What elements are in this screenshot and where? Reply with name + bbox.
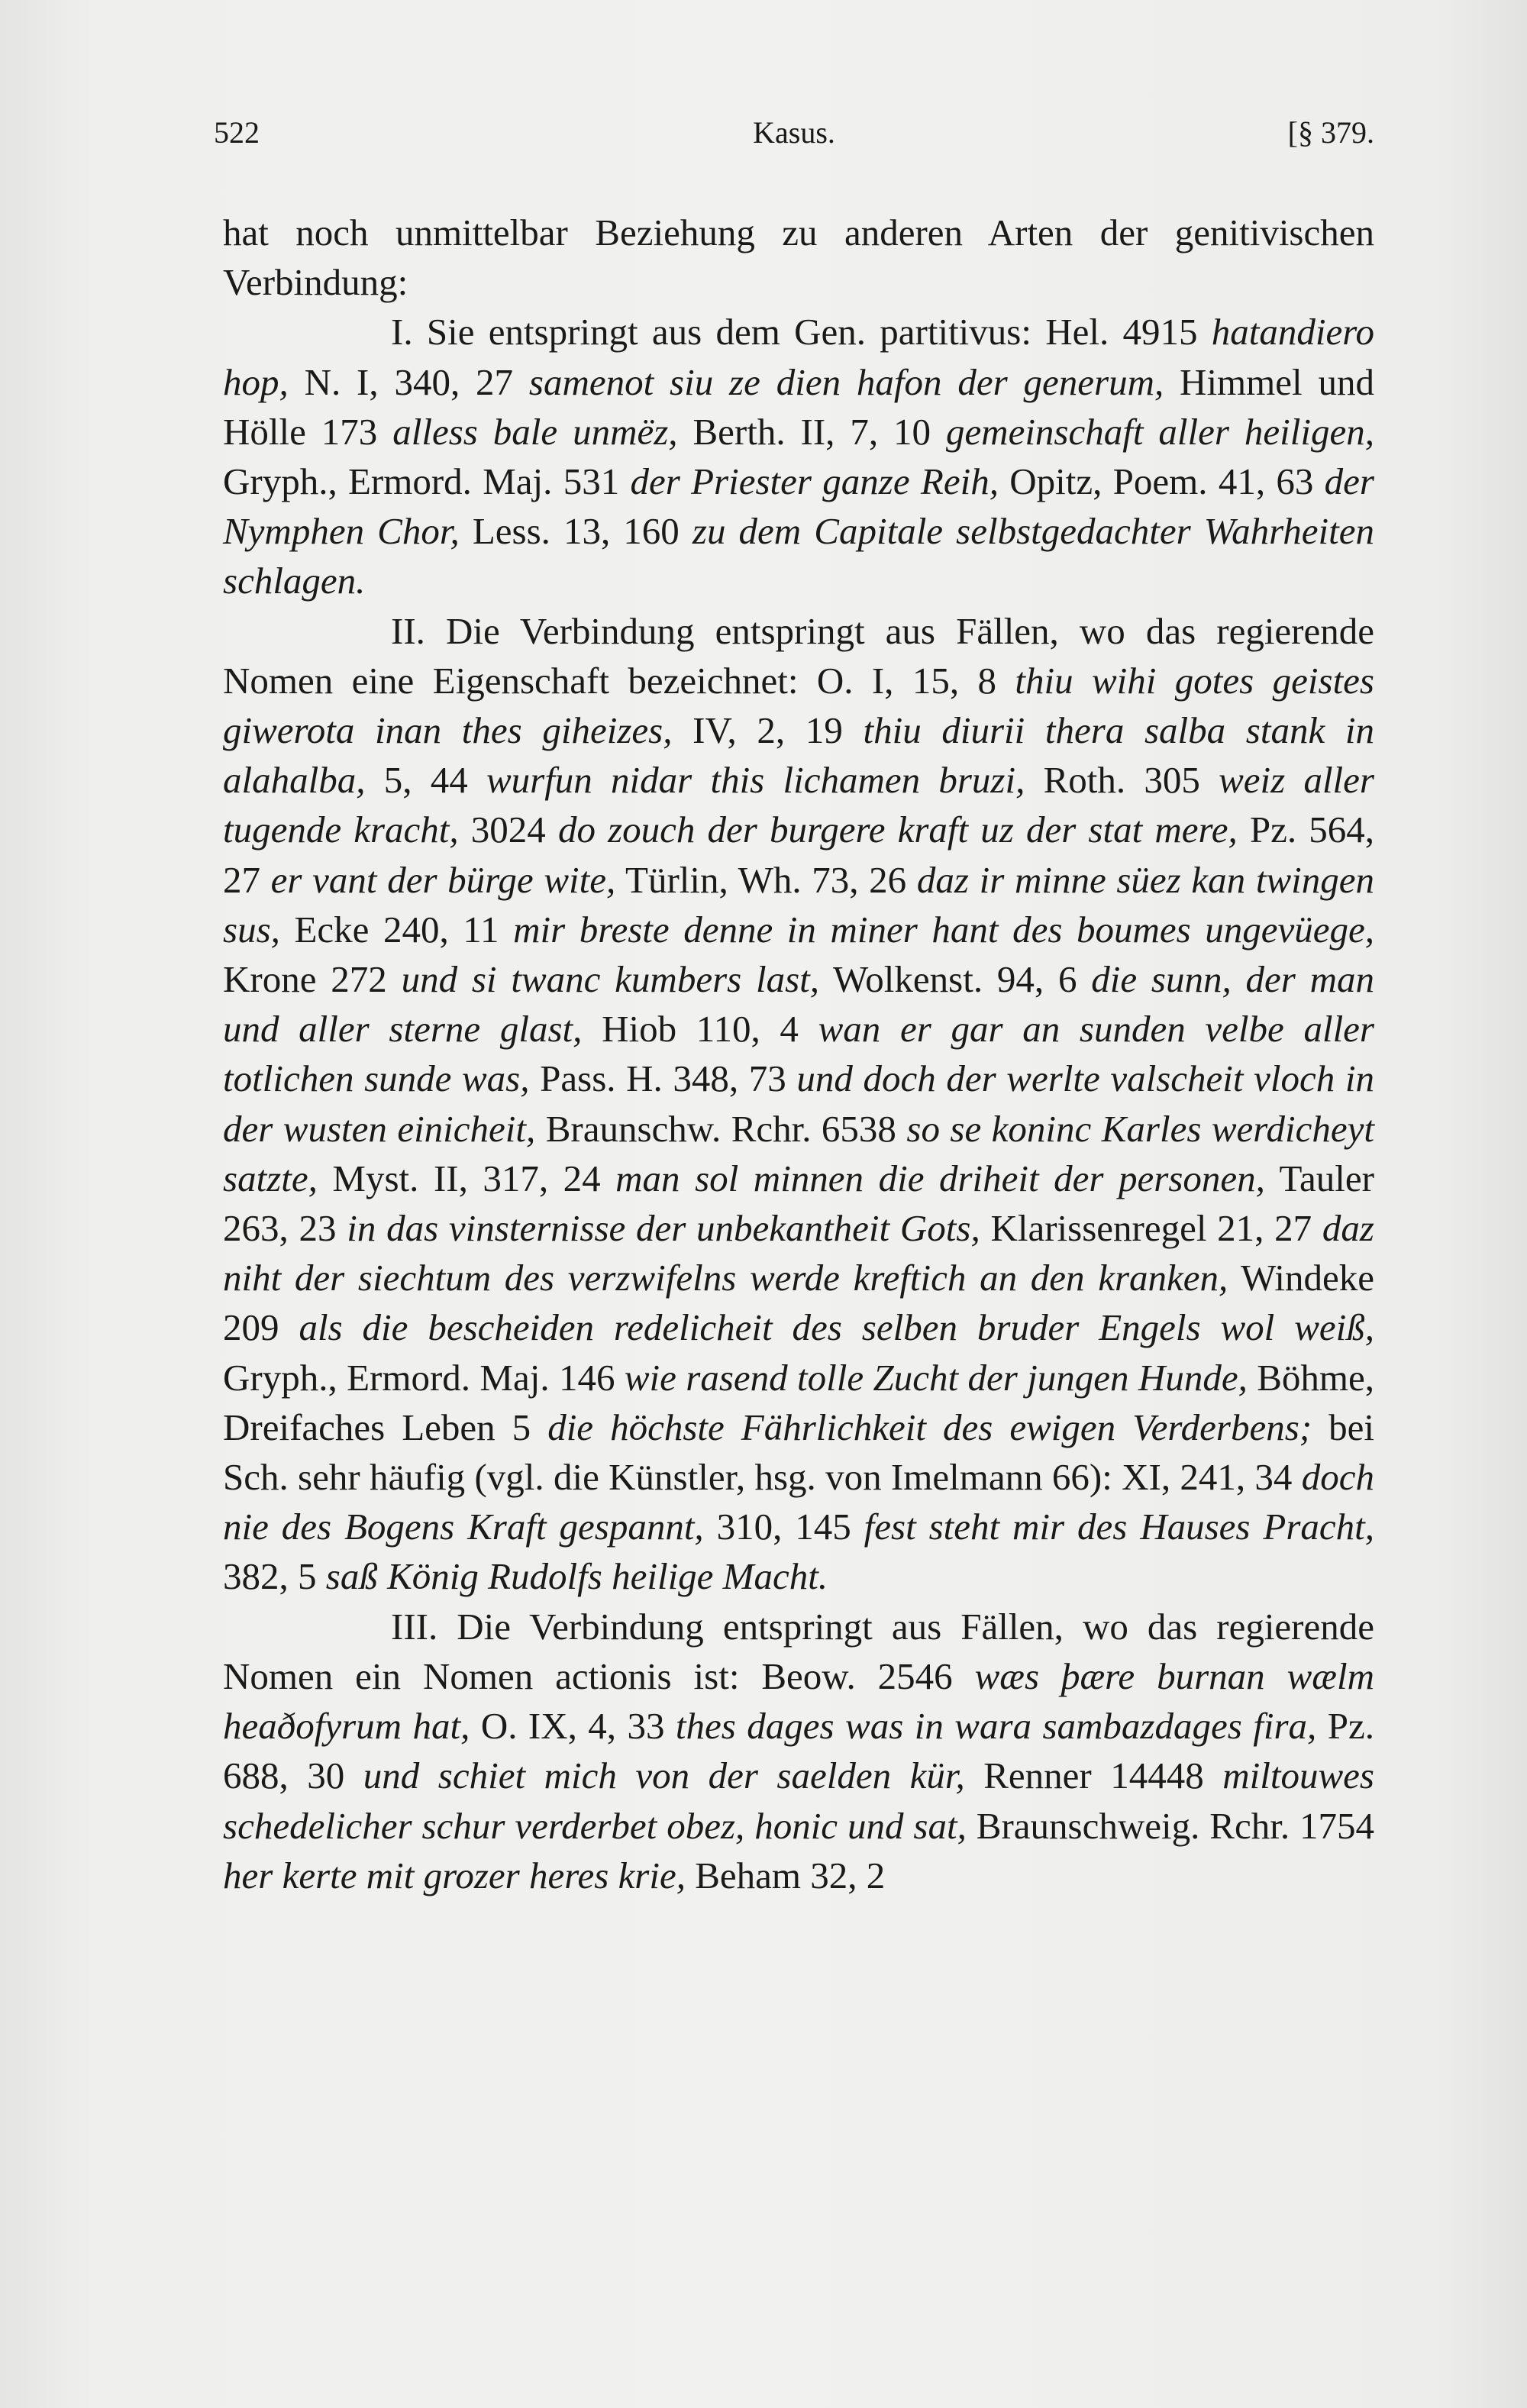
text-segment: 382, 5 bbox=[223, 1555, 326, 1598]
text-segment: Renner 14448 bbox=[964, 1754, 1223, 1797]
italic-quotation: thiu wihi gotes geistes giwerota inan thes giheizes, bbox=[223, 659, 1374, 752]
text-segment: Less. 13, 160 bbox=[459, 510, 692, 553]
paragraph bbox=[223, 1602, 1374, 1900]
text-segment: IV, 2, 19 bbox=[672, 709, 864, 752]
page-number: 522 bbox=[214, 115, 260, 150]
italic-quotation: fest steht mir des Hauses Pracht, bbox=[864, 1506, 1374, 1548]
text-segment: Pass. H. 348, 73 bbox=[529, 1057, 797, 1100]
text-segment: Klarissenregel 21, 27 bbox=[980, 1207, 1322, 1250]
italic-quotation: als die bescheiden redelicheit des selben bruder Engels wol weiß, bbox=[299, 1306, 1375, 1349]
italic-quotation: die sunn, der man und aller sterne glast, bbox=[223, 958, 1375, 1051]
paragraph bbox=[223, 208, 1374, 307]
text-segment: Pz. 564, 27 bbox=[223, 809, 1374, 901]
italic-quotation: gemeinschaft aller heiligen, bbox=[945, 410, 1374, 453]
italic-quotation: mir breste denne in miner hant des boumes ungevüege, bbox=[513, 908, 1374, 951]
text-segment: Böhme, Dreifaches Leben 5 bbox=[223, 1356, 1375, 1448]
text-segment: bei Sch. sehr häufig (vgl. die Künstler, hsg. von Imelmann 66): XI, 241, 34 bbox=[223, 1406, 1374, 1499]
text-segment: Wolkenst. 94, 6 bbox=[819, 958, 1092, 1001]
text-segment: Krone 272 bbox=[223, 958, 402, 1001]
text-segment: Pz. 688, 30 bbox=[223, 1705, 1375, 1797]
italic-quotation: wæs þære burnan wælm heaðofyrum hat, bbox=[223, 1654, 1374, 1748]
italic-quotation: thiu diurii thera salba stank in alahalba, bbox=[223, 709, 1374, 802]
italic-quotation: in das vinsternisse der unbekantheit Gots, bbox=[347, 1207, 980, 1250]
text-segment: 3024 bbox=[458, 809, 558, 851]
text-segment: Himmel und Hölle 173 bbox=[223, 360, 1374, 453]
italic-quotation: so se koninc Karles werdicheyt satzte, bbox=[223, 1107, 1374, 1199]
section-marker: [§ 379. bbox=[1287, 115, 1374, 150]
italic-quotation: thes dages was in wara sambazdages fira, bbox=[675, 1705, 1317, 1748]
running-header bbox=[214, 115, 1374, 160]
italic-quotation: daz ir minne süez kan twingen sus, bbox=[223, 858, 1374, 951]
italic-quotation: die höchste Fährlichkeit des ewigen Verderbens; bbox=[547, 1406, 1312, 1448]
italic-quotation: der Nymphen Chor, bbox=[223, 460, 1374, 553]
italic-quotation: zu dem Capitale selbstgedachter Wahrheiten schlagen. bbox=[223, 510, 1374, 602]
text-segment: Myst. II, 317, 24 bbox=[317, 1157, 616, 1199]
italic-quotation: und doch der werlte valscheit vloch in der wusten einicheit, bbox=[223, 1057, 1374, 1150]
italic-quotation: und si twanc kumbers last, bbox=[401, 958, 820, 1001]
text-segment: Gryph., Ermord. Maj. 531 bbox=[223, 460, 631, 503]
text-segment: Windeke 209 bbox=[223, 1257, 1374, 1349]
text-segment: N. I, 340, 27 bbox=[288, 360, 529, 403]
italic-quotation: und schiet mich von der saelden kür, bbox=[363, 1754, 965, 1797]
italic-quotation: weiz aller tugende kracht, bbox=[223, 759, 1374, 851]
running-title: Kasus. bbox=[753, 115, 835, 150]
text-segment: III. Die Verbindung entspringt aus Fällen, wo das regierende Nomen ein Nomen actionis ist: Beow. 2546 bbox=[223, 1605, 1374, 1697]
body-text bbox=[223, 208, 1374, 1900]
italic-quotation: der Priester ganze Reih, bbox=[630, 460, 999, 503]
text-segment: Beham 32, 2 bbox=[686, 1854, 886, 1896]
italic-quotation: do zouch der burgere kraft uz der stat mere, bbox=[557, 809, 1238, 851]
italic-quotation: daz niht der siechtum des verzwifelns werde kreftich an den kranken, bbox=[223, 1207, 1374, 1299]
text-segment: 5, 44 bbox=[365, 759, 486, 802]
italic-quotation: doch nie des Bogens Kraft gespannt, bbox=[223, 1456, 1374, 1548]
italic-quotation: samenot siu ze dien hafon der generum, bbox=[528, 360, 1164, 403]
text-segment: Ecke 240, 11 bbox=[279, 908, 514, 951]
text-segment: Roth. 305 bbox=[1025, 759, 1219, 802]
text-segment: Tauler 263, 23 bbox=[223, 1157, 1374, 1250]
italic-quotation: alless bale unmëz, bbox=[392, 410, 678, 453]
text-segment: 310, 145 bbox=[703, 1506, 864, 1548]
italic-quotation: wan er gar an sunden velbe aller totlichen sunde was, bbox=[223, 1008, 1375, 1100]
text-segment: Braunschweig. Rchr. 1754 bbox=[966, 1804, 1374, 1847]
italic-quotation: hatandiero hop, bbox=[223, 311, 1374, 403]
paragraph bbox=[223, 307, 1374, 605]
text-segment: Braunschw. Rchr. 6538 bbox=[535, 1107, 907, 1150]
text-segment: I. Sie entspringt aus dem Gen. partitivus: Hel. 4915 bbox=[391, 311, 1212, 353]
text-segment: II. Die Verbindung entspringt aus Fällen, wo das regierende Nomen eine Eigenschaft bezeichnet: O. I, 15, 8 bbox=[223, 609, 1374, 702]
italic-quotation: miltouwes schedelicher schur verderbet obez, honic und sat, bbox=[223, 1754, 1374, 1847]
paragraph bbox=[223, 606, 1374, 1602]
italic-quotation: saß König Rudolfs heilige Macht. bbox=[325, 1555, 828, 1598]
text-segment: Türlin, Wh. 73, 26 bbox=[615, 858, 917, 901]
text-segment: Berth. II, 7, 10 bbox=[677, 410, 946, 453]
text-segment: Gryph., Ermord. Maj. 146 bbox=[223, 1356, 625, 1399]
italic-quotation: wurfun nidar this lichamen bruzi, bbox=[486, 759, 1025, 802]
text-segment: hat noch unmittelbar Beziehung zu anderen Arten der genitivischen Verbindung: bbox=[223, 211, 1374, 304]
italic-quotation: her kerte mit grozer heres krie, bbox=[223, 1854, 686, 1896]
text-segment: Hiob 110, 4 bbox=[582, 1008, 818, 1051]
text-segment: O. IX, 4, 33 bbox=[470, 1705, 676, 1748]
text-segment: Opitz, Poem. 41, 63 bbox=[998, 460, 1325, 503]
italic-quotation: wie rasend tolle Zucht der jungen Hunde, bbox=[624, 1356, 1248, 1399]
italic-quotation: man sol minnen die driheit der personen, bbox=[615, 1157, 1265, 1199]
italic-quotation: er vant der bürge wite, bbox=[270, 858, 616, 901]
